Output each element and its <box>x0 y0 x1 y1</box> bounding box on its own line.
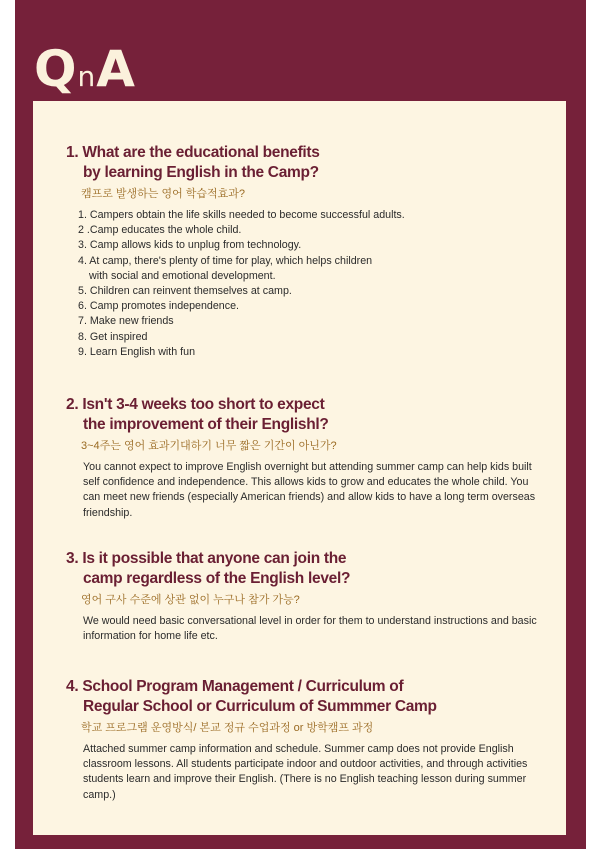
answer-text: We would need basic conversational level in order for them to understand instructions and basic information for home life etc. <box>83 615 537 643</box>
korean-subtitle: 학교 프로그램 운영방식/ 본교 정규 수업과정 or 방학캠프 과정 <box>81 722 374 734</box>
answer-text: Attached summer camp information and schedule. Summer camp does not provide English classroom lessons. All students participate indoor and outdoor activities, and through activities students learn and improve their English. (There is no English teaching lesson during summer camp.) <box>83 743 528 801</box>
question-line-1: 2. Isn't 3-4 weeks too short to expect <box>66 396 325 413</box>
list-item: 9. Learn English with fun <box>78 345 196 358</box>
question-line-2: the improvement of their Englishl? <box>83 416 329 433</box>
korean-subtitle: 캠프로 발생하는 영어 학습적효과? <box>81 188 246 200</box>
logo-a: A <box>96 40 135 98</box>
list-item-continuation: with social and emotional development. <box>89 269 276 282</box>
list-item: 5. Children can reinvent themselves at camp. <box>78 285 292 298</box>
list-item: 3. Camp allows kids to unplug from technology. <box>78 239 302 252</box>
qa-section-4 <box>66 677 546 803</box>
qna-logo <box>34 34 135 98</box>
answer-text: You cannot expect to improve English overnight but attending summer camp can help kids built self confidence and independence. This allows kids to grow and educates the whole child. You can meet new friends (especially American friends) and allow kids to have a long term overseas friendship. <box>83 461 536 519</box>
benefits-list <box>66 208 546 360</box>
list-item: 8. Get inspired <box>78 330 148 343</box>
question-line-1: 4. School Program Management / Curriculum of <box>66 678 404 695</box>
question-line-1: 1. What are the educational benefits <box>66 144 320 161</box>
question-heading <box>66 143 546 183</box>
question-line-1: 3. Is it possible that anyone can join the <box>66 550 347 567</box>
question-heading <box>66 395 546 435</box>
korean-subtitle: 영어 구사 수준에 상관 없이 누구나 참가 가능? <box>81 594 300 606</box>
logo-n: n <box>77 60 96 93</box>
list-item-text: 4. At camp, there's plenty of time for play, which helps children <box>78 254 373 267</box>
question-heading <box>66 677 546 717</box>
qa-section-3 <box>66 549 546 644</box>
list-item: 1. Campers obtain the life skills needed to become successful adults. <box>78 209 405 221</box>
qa-section-2 <box>66 395 546 521</box>
qa-section-1 <box>66 143 546 360</box>
question-heading <box>66 549 546 589</box>
korean-subtitle: 3~4주는 영어 효과기대하기 너무 짧은 기간이 아닌가? <box>81 440 337 452</box>
question-line-2: by learning English in the Camp? <box>83 164 319 181</box>
logo-q: Q <box>34 40 77 98</box>
list-item: 6. Camp promotes independence. <box>78 300 240 313</box>
list-item: 2 .Camp educates the whole child. <box>78 224 242 237</box>
list-item: 7. Make new friends <box>78 315 174 328</box>
question-line-2: camp regardless of the English level? <box>83 570 351 587</box>
question-line-2: Regular School or Curriculum of Summmer Camp <box>83 698 437 715</box>
list-item <box>78 254 546 284</box>
